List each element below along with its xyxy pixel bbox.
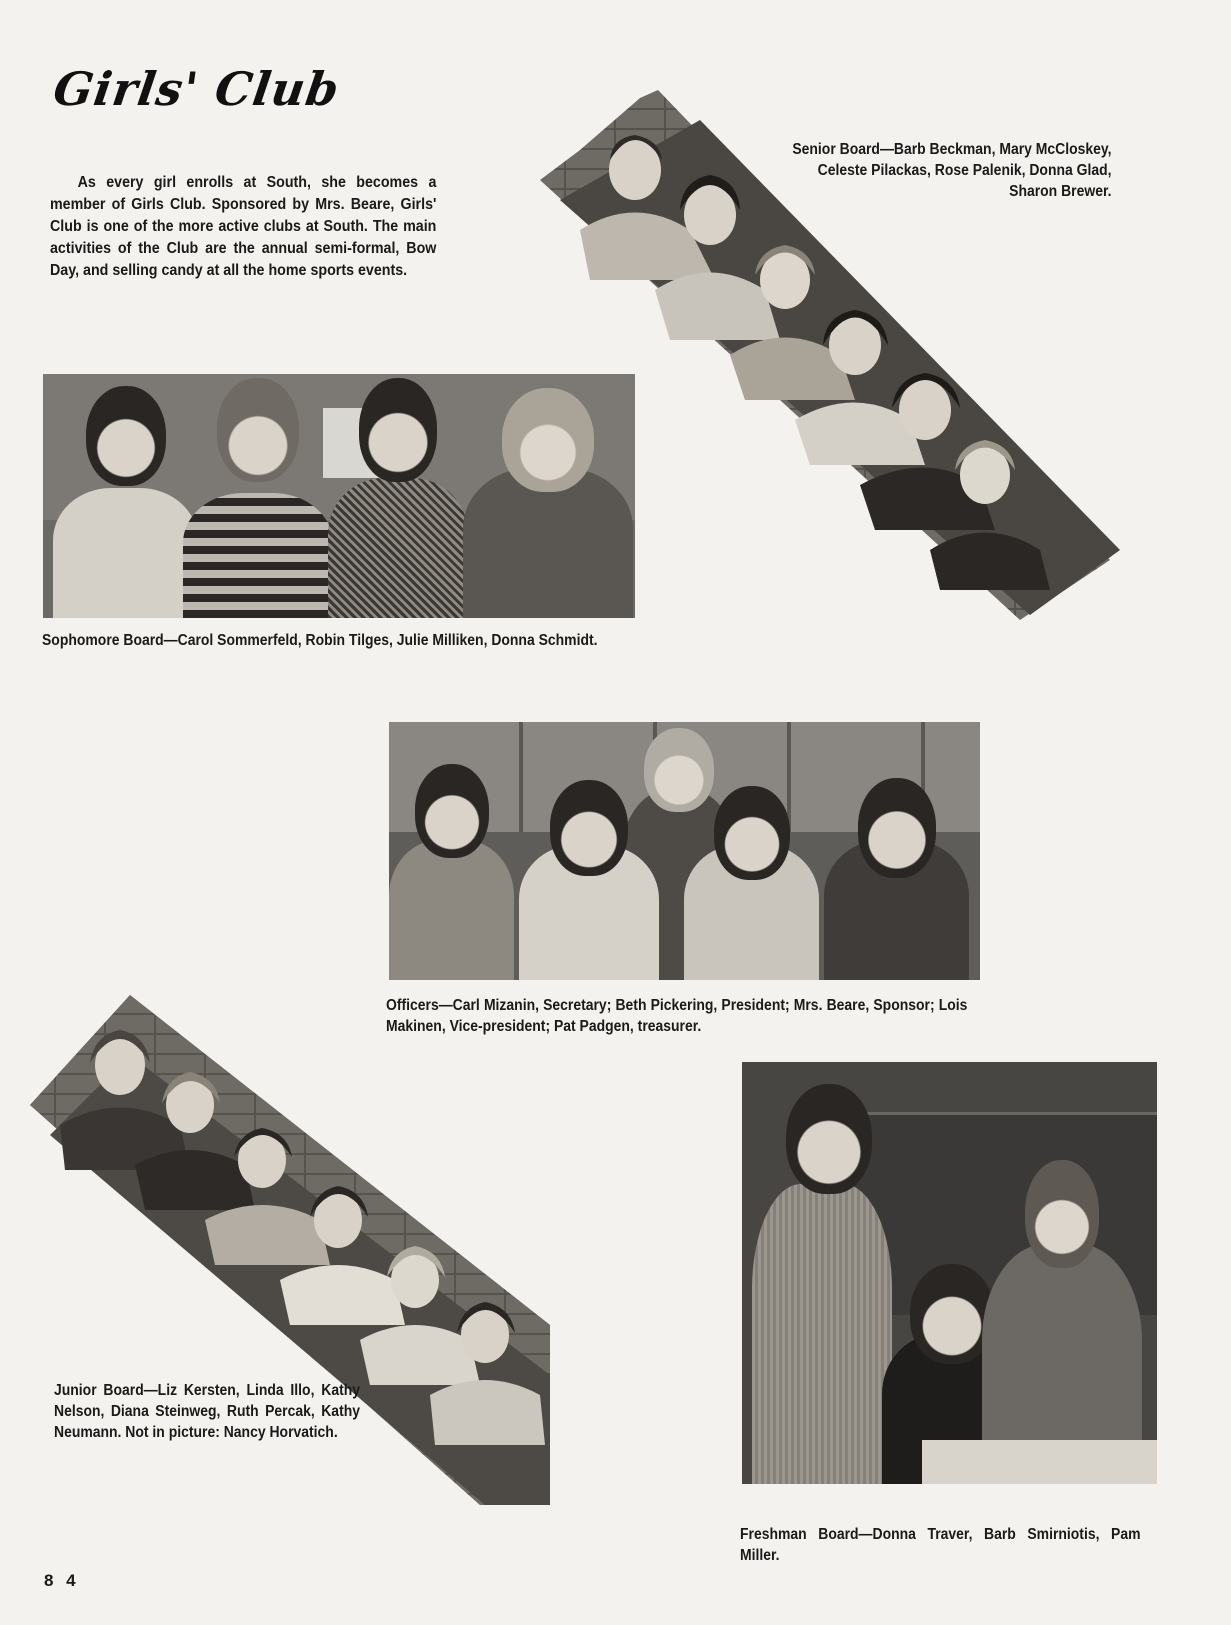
sophomore-board-photo — [43, 374, 635, 618]
sophomore-board-caption — [42, 630, 627, 651]
freshman-board-caption-text: Freshman Board—Donna Traver, Barb Smirniotis, Pam Miller. — [740, 1526, 1141, 1564]
sophomore-board-caption-text: Sophomore Board—Carol Sommerfeld, Robin Tilges, Julie Milliken, Donna Schmidt. — [42, 632, 598, 649]
junior-board-caption — [54, 1380, 360, 1443]
senior-board-caption-text: Senior Board—Barb Beckman, Mary McCloskey, Celeste Pilackas, Rose Palenik, Donna Glad, Sharon Brewer. — [792, 141, 1112, 200]
senior-board-caption — [792, 139, 1112, 202]
freshman-board-photo — [742, 1062, 1157, 1484]
officers-photo — [389, 722, 980, 980]
page-number: 8 4 — [44, 1571, 80, 1590]
intro-paragraph — [50, 172, 436, 282]
freshman-board-caption — [740, 1524, 1141, 1566]
officers-caption-text: Officers—Carl Mizanin, Secretary; Beth Pickering, President; Mrs. Beare, Sponsor; Lois Makinen, Vice-president; Pat Padgen, treasurer. — [386, 997, 968, 1035]
page-title: Girls' Club — [50, 62, 343, 116]
junior-board-caption-text: Junior Board—Liz Kersten, Linda Illo, Kathy Nelson, Diana Steinweg, Ruth Percak, Kathy Neumann. Not in picture: Nancy Horvatich. — [54, 1382, 360, 1441]
intro-text: As every girl enrolls at South, she becomes a member of Girls Club. Sponsored by Mrs. Beare, Girls' Club is one of the more active clubs at South. The main activities of the Club are the annual semi-formal, Bow Day, and selling candy at all the home sports events. — [50, 174, 437, 279]
